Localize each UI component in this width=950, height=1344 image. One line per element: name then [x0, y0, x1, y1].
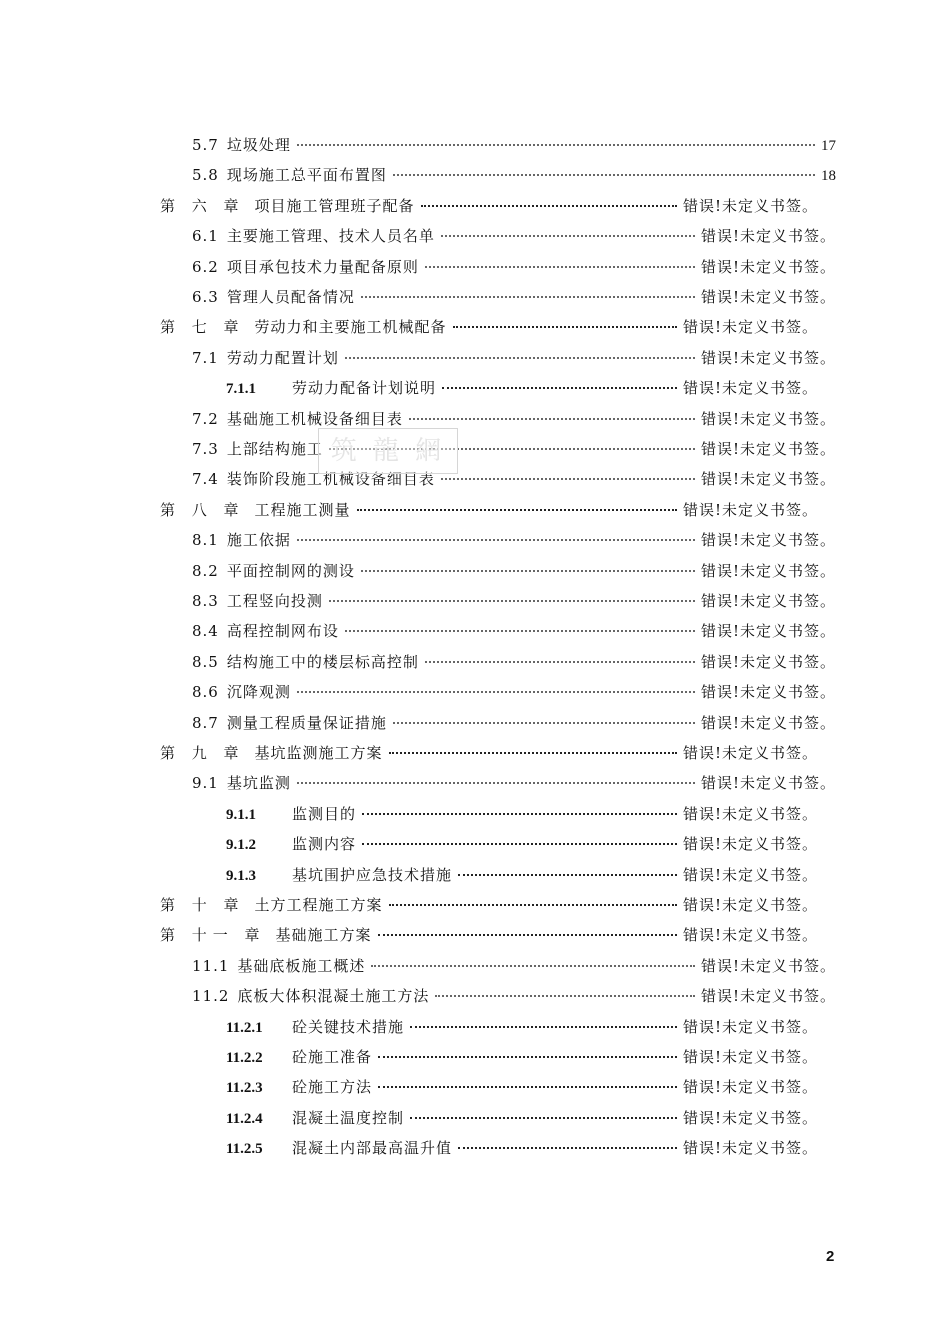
toc-entry-number: 7.2 — [192, 409, 219, 428]
toc-entry-title: 土方工程施工方案 — [254, 896, 383, 914]
toc-dot-leader — [297, 691, 695, 693]
toc-entry-page: 错误!未定义书签。 — [682, 1017, 818, 1036]
toc-entry[interactable] — [192, 221, 836, 251]
toc-entry-page: 错误!未定义书签。 — [682, 804, 818, 823]
toc-entry-number: 6.1 — [192, 227, 219, 246]
toc-entry-number: 11.2.2 — [226, 1050, 263, 1066]
toc-entry-page: 错误!未定义书签。 — [682, 500, 818, 519]
toc-entry-title: 工程施工测量 — [254, 500, 351, 519]
toc-entry-title: 高程控制网布设 — [226, 622, 339, 641]
toc-entry-number: 7.1 — [192, 348, 219, 367]
toc-entry-title: 上部结构施工 — [226, 440, 323, 458]
toc-entry-page: 错误!未定义书签。 — [700, 956, 836, 975]
toc-entry-page: 17 — [821, 138, 836, 154]
toc-dot-leader — [421, 205, 677, 207]
toc-entry-number: 8.4 — [192, 622, 219, 641]
toc-entry-number: 9.1.1 — [226, 806, 256, 823]
toc-entry[interactable] — [192, 282, 836, 312]
toc-dot-leader — [441, 478, 695, 480]
toc-entry-number: 6.3 — [192, 288, 219, 306]
toc-entry-page: 错误!未定义书签。 — [682, 318, 818, 337]
toc-dot-leader — [458, 874, 677, 876]
toc-entry-number: 8.5 — [192, 652, 219, 671]
toc-dot-leader — [371, 965, 695, 967]
watermark-stamp: 筑 龍 網 — [318, 428, 458, 474]
toc-entry-page: 错误!未定义书签。 — [682, 1048, 818, 1066]
toc-dot-leader — [329, 600, 695, 602]
page-number: 2 — [826, 1248, 835, 1265]
toc-entry[interactable] — [192, 252, 836, 282]
toc-entry-title: 垃圾处理 — [226, 136, 291, 154]
toc-entry-page: 错误!未定义书签。 — [700, 561, 836, 580]
toc-entry[interactable] — [160, 738, 818, 768]
toc-dot-leader — [453, 326, 677, 328]
toc-entry[interactable] — [192, 951, 836, 981]
toc-entry-page: 错误!未定义书签。 — [682, 196, 818, 215]
toc-entry-page: 错误!未定义书签。 — [700, 987, 836, 1006]
toc-entry-page: 错误!未定义书签。 — [700, 713, 836, 732]
toc-entry-page: 错误!未定义书签。 — [700, 288, 836, 306]
toc-entry-title: 基坑监测 — [226, 774, 291, 793]
toc-entry[interactable] — [160, 312, 818, 342]
toc-entry[interactable] — [192, 343, 836, 373]
toc-entry-page: 错误!未定义书签。 — [700, 683, 836, 702]
toc-entry-page: 错误!未定义书签。 — [682, 865, 818, 884]
toc-dot-leader — [362, 843, 677, 845]
toc-dot-leader — [297, 539, 695, 541]
toc-entry-number: 7.3 — [192, 440, 219, 458]
toc-entry[interactable] — [192, 981, 836, 1011]
toc-entry-page: 错误!未定义书签。 — [682, 835, 818, 854]
toc-dot-leader — [389, 752, 677, 754]
toc-entry-page: 错误!未定义书签。 — [682, 926, 818, 945]
toc-entry-number: 8.7 — [192, 713, 219, 732]
toc-entry-number: 8.2 — [192, 561, 219, 580]
toc-entry-title: 工程竖向投测 — [226, 592, 323, 610]
toc-entry-page: 错误!未定义书签。 — [682, 744, 818, 762]
toc-entry[interactable] — [226, 1042, 818, 1072]
toc-entry[interactable] — [192, 616, 836, 646]
toc-dot-leader — [410, 1117, 677, 1119]
toc-entry-title: 劳动力配备计划说明 — [292, 379, 437, 398]
toc-dot-leader — [362, 813, 677, 815]
toc-entry-title: 测量工程质量保证措施 — [226, 713, 387, 732]
toc-entry[interactable] — [226, 373, 818, 403]
toc-entry-number: 7.1.1 — [226, 381, 256, 398]
toc-entry[interactable] — [160, 191, 818, 221]
toc-entry-title: 基坑围护应急技术措施 — [292, 865, 453, 884]
toc-dot-leader — [410, 1026, 677, 1028]
toc-entry-title: 基坑监测施工方案 — [254, 744, 383, 762]
toc-dot-leader — [442, 387, 677, 389]
toc-entry-number: 9.1.2 — [226, 837, 256, 854]
toc-entry-title: 混凝土内部最高温升值 — [292, 1139, 453, 1158]
toc-dot-leader — [357, 509, 677, 511]
toc-entry-number: 11.2.4 — [226, 1110, 263, 1127]
toc-entry[interactable] — [226, 860, 818, 890]
toc-dot-leader — [389, 904, 677, 906]
toc-entry-page: 错误!未定义书签。 — [700, 774, 836, 793]
toc-entry[interactable] — [192, 434, 836, 464]
toc-entry[interactable] — [160, 495, 818, 525]
toc-entry-number: 11.2 — [192, 987, 230, 1006]
toc-entry-number: 第 十一 章 — [160, 926, 266, 945]
toc-entry[interactable] — [192, 586, 836, 616]
toc-entry-title: 砼关键技术措施 — [292, 1017, 405, 1036]
toc-entry-title: 项目施工管理班子配备 — [254, 196, 415, 215]
toc-entry[interactable] — [192, 768, 836, 798]
toc-entry[interactable] — [226, 1072, 818, 1102]
toc-entry-page: 错误!未定义书签。 — [700, 622, 836, 641]
toc-entry[interactable] — [226, 1103, 818, 1133]
toc-entry-title: 混凝土温度控制 — [292, 1108, 405, 1127]
toc-entry-number: 第 九 章 — [160, 744, 245, 762]
toc-entry-page: 错误!未定义书签。 — [700, 652, 836, 671]
toc-entry[interactable] — [226, 1133, 818, 1163]
toc-entry-title: 基础施工机械设备细目表 — [226, 409, 403, 428]
toc-entry-title: 底板大体积混凝土施工方法 — [237, 987, 430, 1006]
toc-entry-title: 基础施工方案 — [275, 926, 372, 945]
toc-entry-number: 11.2.3 — [226, 1080, 263, 1097]
toc-entry[interactable] — [192, 647, 836, 677]
toc-entry-number: 9.1 — [192, 774, 219, 793]
toc-entry-number: 11.2.5 — [226, 1141, 263, 1158]
toc-entry-title: 装饰阶段施工机械设备细目表 — [226, 470, 435, 489]
toc-entry[interactable] — [226, 1012, 818, 1042]
toc-entry-title: 项目承包技术力量配备原则 — [226, 257, 419, 276]
toc-dot-leader — [435, 995, 695, 997]
toc-entry-number: 5.7 — [192, 136, 219, 154]
toc-entry-page: 错误!未定义书签。 — [700, 227, 836, 246]
toc-entry-number: 8.3 — [192, 592, 219, 610]
toc-entry-title: 砼施工准备 — [292, 1048, 373, 1066]
toc-entry-number: 9.1.3 — [226, 867, 256, 884]
toc-entry-page: 错误!未定义书签。 — [682, 1139, 818, 1158]
toc-dot-leader — [378, 934, 677, 936]
toc-entry-title: 基础底板施工概述 — [237, 956, 366, 975]
toc-entry[interactable] — [192, 160, 836, 190]
toc-entry-title: 监测内容 — [292, 835, 357, 854]
toc-entry-page: 错误!未定义书签。 — [682, 1108, 818, 1127]
toc-entry[interactable] — [192, 708, 836, 738]
toc-entry-title: 监测目的 — [292, 804, 357, 823]
toc-entry[interactable] — [226, 799, 818, 829]
toc-entry-page: 错误!未定义书签。 — [700, 348, 836, 367]
toc-entry-page: 错误!未定义书签。 — [682, 896, 818, 914]
toc-dot-leader — [393, 174, 815, 176]
toc-entry-title: 平面控制网的测设 — [226, 561, 355, 580]
toc-entry-page: 错误!未定义书签。 — [700, 440, 836, 458]
toc-entry-title: 劳动力和主要施工机械配备 — [254, 318, 447, 337]
toc-dot-leader — [345, 630, 695, 632]
toc-entry-title: 结构施工中的楼层标高控制 — [226, 652, 419, 671]
toc-entry-page: 错误!未定义书签。 — [682, 1078, 818, 1097]
toc-entry-number: 6.2 — [192, 257, 219, 276]
toc-dot-leader — [393, 722, 695, 724]
toc-entry[interactable] — [192, 464, 836, 494]
toc-entry-number: 第 十 章 — [160, 896, 245, 914]
toc-entry-number: 第 七 章 — [160, 318, 245, 337]
toc-entry-number: 第 八 章 — [160, 500, 245, 519]
toc-dot-leader — [297, 782, 695, 784]
toc-dot-leader — [361, 570, 695, 572]
toc-dot-leader — [345, 357, 695, 359]
toc-entry-title: 管理人员配备情况 — [226, 288, 355, 306]
toc-entry[interactable] — [192, 404, 836, 434]
toc-dot-leader — [378, 1056, 677, 1058]
toc-entry-number: 11.1 — [192, 956, 230, 975]
toc-entry-number: 第 六 章 — [160, 196, 245, 215]
toc-dot-leader — [441, 235, 695, 237]
toc-entry-title: 施工依据 — [226, 531, 291, 550]
toc-dot-leader — [458, 1147, 677, 1149]
toc-entry-title: 劳动力配置计划 — [226, 348, 339, 367]
toc-entry-title: 现场施工总平面布置图 — [226, 166, 387, 185]
toc-entry-page: 错误!未定义书签。 — [700, 531, 836, 550]
toc-entry-number: 7.4 — [192, 470, 219, 489]
toc-entry-number: 11.2.1 — [226, 1019, 263, 1036]
toc-entry[interactable] — [192, 130, 836, 160]
toc-entry-number: 5.8 — [192, 166, 219, 185]
toc-entry-number: 8.6 — [192, 683, 219, 702]
toc-entry[interactable] — [192, 677, 836, 707]
toc-entry-page: 错误!未定义书签。 — [682, 379, 818, 398]
toc-entry-title: 沉降观测 — [226, 683, 291, 702]
toc-dot-leader — [409, 418, 695, 420]
toc-dot-leader — [425, 266, 695, 268]
toc-dot-leader — [378, 1086, 677, 1088]
toc-dot-leader — [425, 661, 695, 663]
toc-entry-page: 错误!未定义书签。 — [700, 470, 836, 489]
toc-entry-page: 错误!未定义书签。 — [700, 409, 836, 428]
toc-entry-title: 砼施工方法 — [292, 1078, 373, 1097]
toc-dot-leader — [361, 296, 695, 298]
toc-entry-title: 主要施工管理、技术人员名单 — [226, 227, 435, 246]
toc-entry-page: 错误!未定义书签。 — [700, 592, 836, 610]
toc-entry[interactable] — [192, 525, 836, 555]
toc-entry[interactable] — [160, 890, 818, 920]
toc-entry-page: 18 — [821, 168, 836, 185]
toc-entry-number: 8.1 — [192, 531, 219, 550]
toc-dot-leader — [297, 144, 815, 146]
toc-entry[interactable] — [192, 556, 836, 586]
toc-entry[interactable] — [160, 920, 818, 950]
toc-entry[interactable] — [226, 829, 818, 859]
toc-entry-page: 错误!未定义书签。 — [700, 257, 836, 276]
